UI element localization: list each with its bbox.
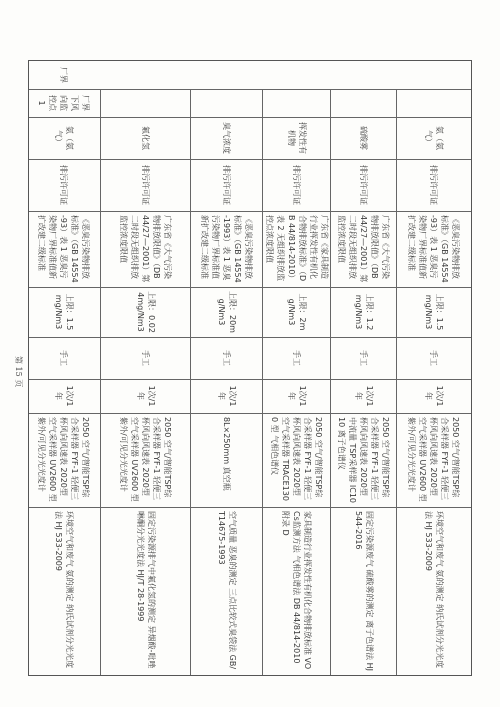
cell-method: 手工 [359,350,369,366]
cell-frequency: 1次/1年 [354,385,374,407]
cell-frequency: 1次/1年 [424,385,444,407]
cell-pollutant: 氨（氨气） [424,126,444,150]
group-label-downwind-point: 厂界下风向监控点1 [37,95,91,111]
cell-frequency: 1次/1年 [217,385,237,407]
cell-instrument: 2050 空气/智能TSP综合采样器 FYF-1 轻便三杯风向风速表 2020型 空气采样器 UV2600 型 紫外/可见分光光度计 [407,417,461,502]
cell-standard: 广东省《家具制造行业挥发性有机化合物排放标准》（DB 44/814-2010）表 2 无组织排放监控点浓度限值 [265,215,329,283]
cell-analysis: 固定污染源排气中氟化氢的测定 异烟酸-吡唑啉酮分光光度法 HJ/T 28-1999 [136,511,156,669]
cell-limit: 上限：1.5mg/Nm3 [424,293,444,331]
cell-basis: 排污许可证 [359,165,369,205]
cell-standard: 《恶臭污染物排放标准》（GB 14554-93）表 1 恶臭污染物厂界标准值新扩改建二级标准 [407,215,461,283]
cell-instrument: 2050 空气/智能TSP综合采样器 FYF-1 轻便三杯风向风速表 2020型 空气采样器 TRACE1300 型 气相色谱仪 [270,417,324,501]
cell-basis: 排污许可证 [292,165,302,205]
cell-limit: 上限：0.024mg/Nm3 [136,291,156,333]
cell-instrument: 8L×250mm 真空瓶 [222,417,232,491]
cell-analysis: 环境空气和废气 氨的测定 纳氏试剂分光光度法 HJ 533-2009 [424,511,444,669]
cell-basis: 排污许可证 [222,165,232,205]
cell-frequency: 1次/1年 [287,385,307,407]
cell-instrument: 2050 空气/智能TSP综合采样器 FYF-1 轻便三杯风向风速表 2020型 空气采样器 UV2600 型 紫外/可见分光光度计 [37,417,91,502]
cell-pollutant: 挥发性有机物 [287,122,307,154]
cell-limit: 上限：1.5mg/Nm3 [54,293,74,331]
cell-pollutant: 氟化氢 [141,126,151,150]
cell-basis: 排污许可证 [59,165,69,205]
cell-limit: 上限：20mg/Nm3 [217,291,237,333]
monitoring-table [28,60,472,676]
cell-method: 手工 [222,350,232,366]
cell-pollutant: 硫酸雾 [359,126,369,150]
cell-method: 手工 [292,350,302,366]
cell-limit: 上限：1.2mg/Nm3 [354,293,374,331]
cell-method: 手工 [59,350,69,366]
cell-standard: 《恶臭污染物排放标准》（GB 14554-1993）表 1 恶臭污染物厂界标准值新扩改建二级标准 [200,215,254,283]
cell-frequency: 1次/1年 [136,385,156,407]
cell-standard: 广东省《大气污染物排放限值》（DB44/27—2001）第二时段无组织排放监控浓度限值 [337,215,391,283]
group-label-boundary: 厂界 [59,67,69,83]
cell-standard: 《恶臭污染物排放标准》（GB 14554-93）表 1 恶臭污染物厂界标准值新扩改建二级标准 [37,215,91,283]
cell-pollutant: 氨（氨气） [54,126,74,150]
cell-analysis: 环境空气和废气 氨的测定 纳氏试剂分光光度法 HJ 533-2009 [54,511,74,669]
cell-method: 手工 [141,350,151,366]
page-number: 第 15 页 [14,356,23,388]
cell-analysis: 空气质量 恶臭的测定 三点比较式臭袋法 GB/T14675-1993 [217,511,237,670]
cell-analysis: 固定污染源废气 硫酸雾的测定 离子色谱法 HJ544-2016 [354,511,374,672]
cell-standard: 广东省《大气污染物排放限值》（DB44/27—2001）第二时段无组织排放监控浓度限值 [119,215,173,283]
cell-pollutant: 臭气浓度 [222,122,232,154]
cell-instrument: 2050 空气/智能TSP综合采样器 FYF-1 轻便三杯风向风速表 2020型 空气采样器 UV2600 型 紫外/可见分光光度计 [119,417,173,502]
cell-basis: 排污许可证 [429,165,439,205]
cell-frequency: 1次/1年 [54,385,74,407]
cell-limit: 上限：2mg/Nm3 [287,293,307,331]
cell-method: 手工 [429,350,439,366]
cell-instrument: 2050 空气/智能TSP综合采样器 FYF-1 轻便三杯风向风速表 2020型 中流量 TSP采样器 IC1010 离子色谱仪 [337,417,391,503]
cell-basis: 排污许可证 [141,165,151,205]
cell-analysis: 家具制造行业挥发性有机化合物排放标准 VOCs监测方法 气相色谱法 DB 44/814-2010 附录 D [281,511,313,670]
